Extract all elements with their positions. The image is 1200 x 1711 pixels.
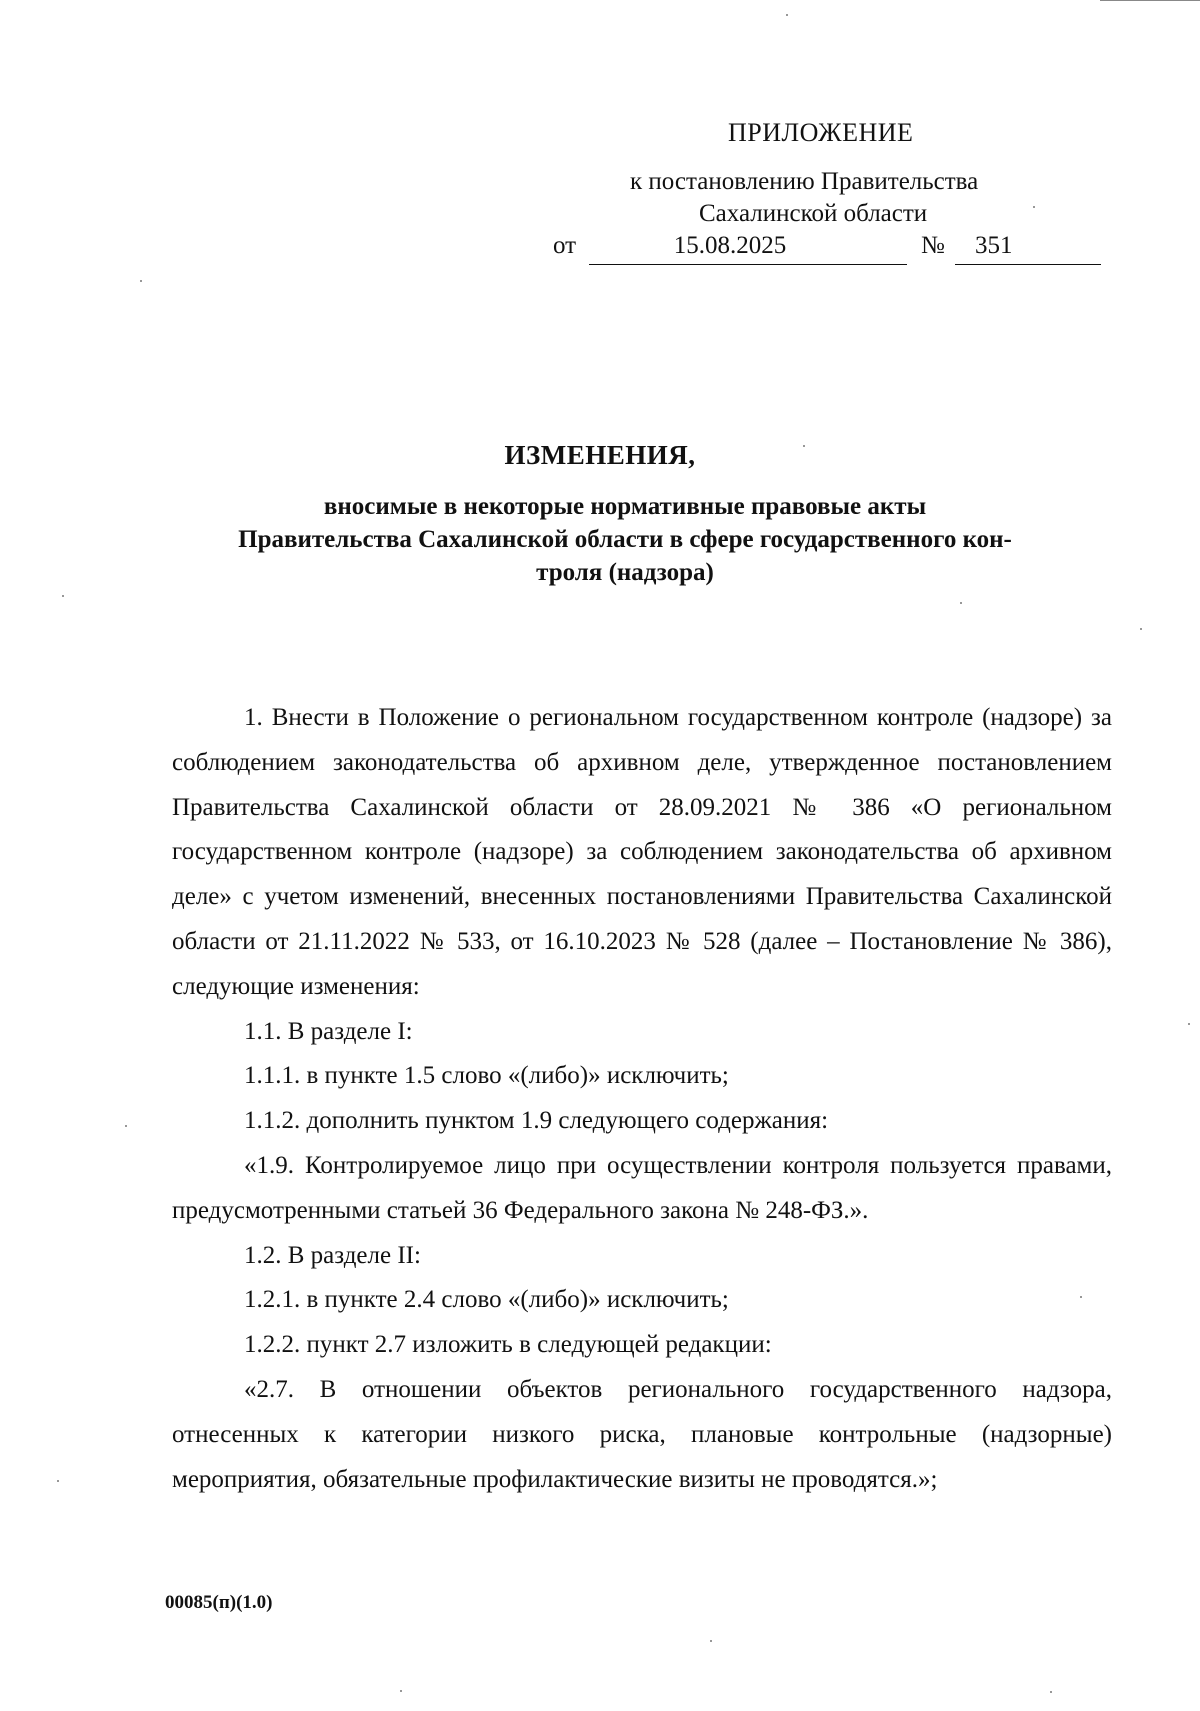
paragraph-1-2-1: 1.2.1. в пункте 2.4 слово «(либо)» исключить; [244,1286,729,1314]
paragraph-1-1-1: 1.1.1. в пункте 1.5 слово «(либо)» исключить; [244,1062,729,1090]
appendix-line-1: к постановлению Правительства [630,168,979,195]
scan-speck [400,1690,402,1692]
document-body [172,696,1112,1502]
scan-speck [57,1480,59,1482]
document-subtitle [200,490,1050,589]
appendix-title: ПРИЛОЖЕНИЕ [728,118,914,147]
scan-speck [803,445,805,447]
scan-speck [1140,628,1142,630]
appendix-date-row [553,232,1103,272]
number-field [955,232,1101,265]
subtitle-line-2: Правительства Сахалинской области в сфере государственного кон- [238,526,1012,553]
scan-speck [786,14,788,16]
scan-speck [125,1125,127,1127]
scan-speck [62,595,64,597]
scan-speck [960,602,962,604]
paragraph-1-2: 1.2. В разделе II: [244,1241,421,1269]
number-sign: № [921,232,945,259]
scan-speck [710,1640,712,1642]
date-value: 15.08.2025 [673,232,787,259]
scan-speck [1188,1023,1190,1025]
scan-speck [1080,1296,1082,1298]
scan-speck [1050,1691,1052,1693]
document-code: 00085(п)(1.0) [165,1592,273,1613]
paragraph-1-2-2: 1.2.2. пункт 2.7 изложить в следующей редакции: [244,1331,772,1359]
appendix-line-2: Сахалинской области [699,200,928,227]
date-field [589,232,907,265]
paragraph-1: 1. Внести в Положение о региональном государственном контроле (надзоре) за соблюдением законодательства об архивном деле, утвержденное постановлением Правительства Сахалинской области от 28.09.2021 № 386 «О региональном государственном контроле (надзоре) за соблюдением законодательства об архивном деле» с учетом изменений, внесенных постановлениями Правительства Сахалинской области от 21.11.2022 № 533, от 16.10.2023 № 528 (далее – Постановление № 386), следующие изменения: [172,704,1112,1000]
paragraph-1-1-2: 1.1.2. дополнить пунктом 1.9 следующего содержания: [244,1107,829,1135]
number-value: 351 [975,232,1013,259]
scan-speck [1033,206,1035,208]
document-title: ИЗМЕНЕНИЯ, [504,440,696,470]
subtitle-line-1: вносимые в некоторые нормативные правовые акты [323,493,927,520]
scan-speck [140,280,142,282]
paragraph-1-1: 1.1. В разделе I: [244,1017,413,1045]
subtitle-line-3: троля (надзора) [536,559,714,586]
scan-edge-line [1100,0,1200,1]
paragraph-quote-2-7: «2.7. В отношении объектов регионального государственного надзора, отнесенных к категории низкого риска, плановые контрольные (надзорные) мероприятия, обязательные профилактические визиты не проводятся.»; [172,1375,1112,1493]
paragraph-quote-1-9: «1.9. Контролируемое лицо при осуществлении контроля пользуется правами, предусмотренными статьей 36 Федерального закона № 248-ФЗ.». [172,1151,1112,1224]
from-label: от [553,232,577,259]
